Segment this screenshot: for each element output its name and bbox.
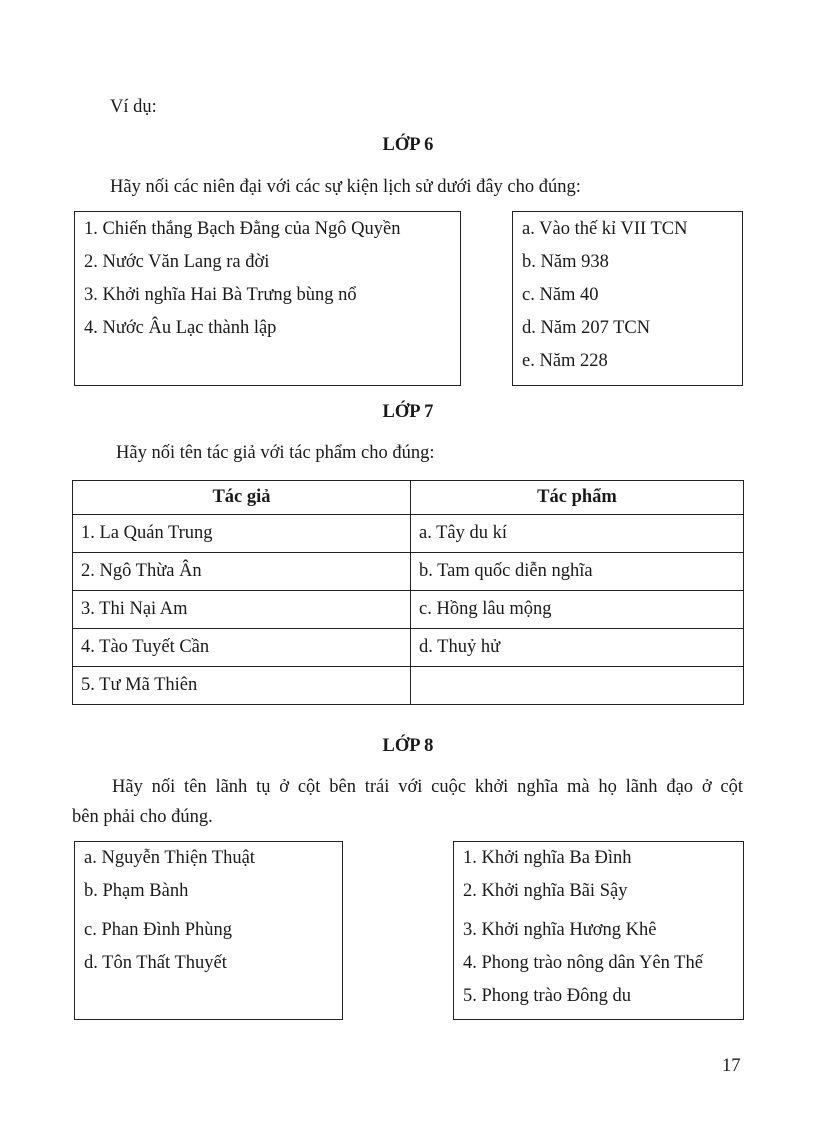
table-cell: a. Tây du kí — [411, 515, 744, 553]
list-item: 3. Khởi nghĩa Hương Khê — [463, 920, 657, 940]
list-item: b. Phạm Bành — [84, 881, 189, 901]
grade8-instruction-line2: bên phải cho đúng. — [72, 807, 213, 827]
table-cell: 1. La Quán Trung — [73, 515, 411, 553]
table-row — [73, 591, 744, 629]
list-item: c. Phan Đình Phùng — [84, 920, 232, 940]
table-cell: d. Thuỷ hử — [411, 629, 744, 667]
grade6-instruction: Hãy nối các niên đại với các sự kiện lịch sử dưới đây cho đúng: — [110, 177, 581, 197]
table-cell: 5. Tư Mã Thiên — [73, 667, 411, 705]
table-cell: 2. Ngô Thừa Ân — [73, 553, 411, 591]
list-item: 4. Nước Âu Lạc thành lập — [84, 318, 277, 338]
list-item: 2. Khởi nghĩa Bãi Sậy — [463, 881, 628, 901]
table-row — [73, 553, 744, 591]
column-header-work: Tác phẩm — [411, 481, 744, 515]
grade7-instruction: Hãy nối tên tác giả với tác phẩm cho đúng: — [116, 443, 435, 463]
column-header-author: Tác giả — [73, 481, 411, 515]
list-item: 2. Nước Văn Lang ra đời — [84, 252, 270, 272]
list-item: 1. Chiến thắng Bạch Đằng của Ngô Quyền — [84, 219, 401, 239]
table-cell — [411, 667, 744, 705]
grade8-uprisings-box — [453, 841, 744, 1020]
table-cell: c. Hồng lâu mộng — [411, 591, 744, 629]
grade7-matching-table — [72, 480, 744, 705]
table-cell: b. Tam quốc diễn nghĩa — [411, 553, 744, 591]
table-cell: 3. Thi Nại Am — [73, 591, 411, 629]
list-item: a. Nguyễn Thiện Thuật — [84, 848, 255, 868]
list-item: c. Năm 40 — [522, 285, 599, 305]
table-row — [73, 515, 744, 553]
table-cell: 4. Tào Tuyết Cần — [73, 629, 411, 667]
list-item: 3. Khởi nghĩa Hai Bà Trưng bùng nổ — [84, 285, 357, 305]
list-item: d. Năm 207 TCN — [522, 318, 651, 338]
grade6-heading: LỚP 6 — [382, 135, 434, 155]
grade6-events-box — [74, 211, 461, 386]
table-row — [73, 667, 744, 705]
grade8-instruction-line1: Hãy nối tên lãnh tụ ở cột bên trái với cuộc khởi nghĩa mà họ lãnh đạo ở cột — [112, 777, 743, 797]
list-item: e. Năm 228 — [522, 351, 608, 371]
page-number: 17 — [722, 1056, 741, 1076]
list-item: 4. Phong trào nông dân Yên Thế — [463, 953, 703, 973]
grade6-dates-box — [512, 211, 743, 386]
list-item: b. Năm 938 — [522, 252, 609, 272]
intro-text: Ví dụ: — [110, 97, 157, 117]
grade8-leaders-box — [74, 841, 343, 1020]
grade8-heading: LỚP 8 — [382, 736, 434, 756]
list-item: 5. Phong trào Đông du — [463, 986, 632, 1006]
table-row — [73, 629, 744, 667]
list-item: a. Vào thế kỉ VII TCN — [522, 219, 688, 239]
grade7-heading: LỚP 7 — [382, 402, 434, 422]
list-item: 1. Khởi nghĩa Ba Đình — [463, 848, 632, 868]
list-item: d. Tôn Thất Thuyết — [84, 953, 227, 973]
table-header-row — [73, 481, 744, 515]
